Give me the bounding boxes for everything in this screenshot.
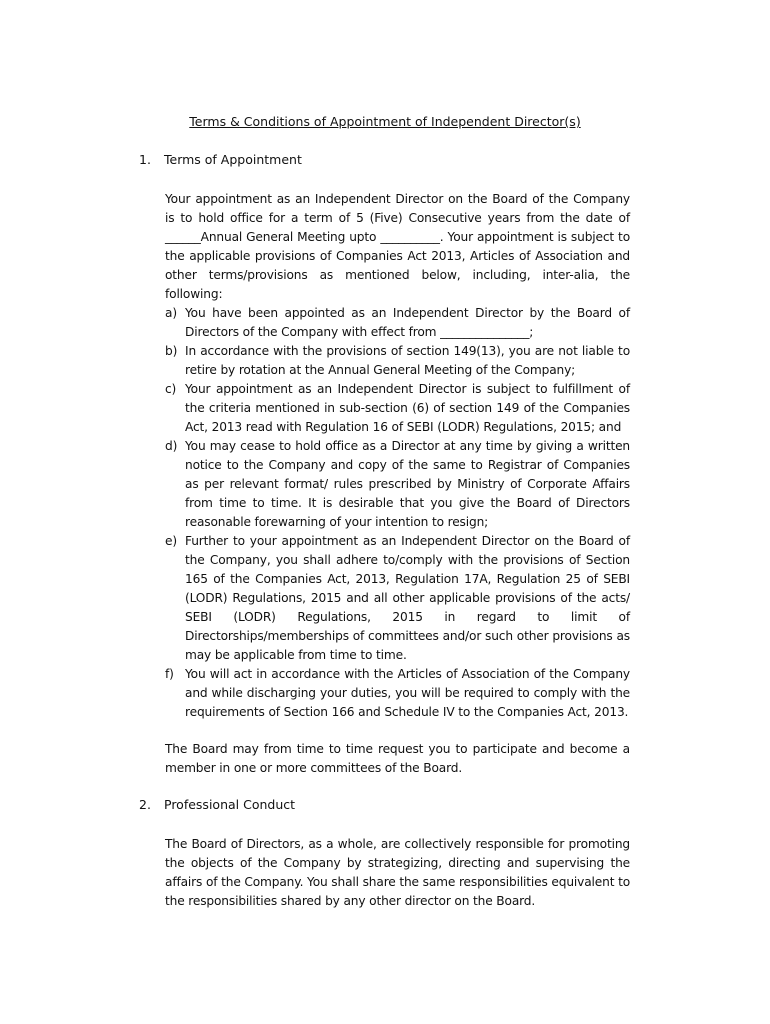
list-item [165, 665, 630, 722]
document-title: Terms & Conditions of Appointment of Independent Director(s) [189, 114, 581, 129]
list-marker: d) [165, 439, 178, 453]
appointment-terms-list [165, 304, 630, 722]
section-title: Professional Conduct [164, 797, 296, 812]
section-2-intro: The Board of Directors, as a whole, are collectively responsible for promoting the objects of the Company by strategizing, directing and supervising the affairs of the Company. You shall share the same responsibilities equivalent to the responsibilities shared by any other director on the Board. [165, 837, 630, 908]
list-item [165, 304, 630, 342]
section-1-closing: The Board may from time to time request you to participate and become a member in one or more committees of the Board. [165, 742, 630, 775]
section-1-heading [139, 152, 302, 167]
list-item-text: Your appointment as an Independent Director is subject to fulfillment of the criteria mentioned in sub-section (6) of section 149 of the Companies Act, 2013 read with Regulation 16 of SEBI (LODR) Regulations, 2015; and [185, 382, 630, 434]
section-number: 1. [139, 152, 151, 167]
section-2-heading [139, 797, 295, 812]
section-title: Terms of Appointment [164, 152, 302, 167]
list-marker: e) [165, 534, 177, 548]
list-item [165, 380, 630, 437]
list-item-text: You have been appointed as an Independent Director by the Board of Directors of the Company with effect from _______________; [185, 306, 630, 339]
list-item-text: Further to your appointment as an Independent Director on the Board of the Company, you shall adhere to/comply with the provisions of Section 165 of the Companies Act, 2013, Regulation 17A, Regulation 25 of SEBI (LODR) Regulations, 2015 and all other applicable provisions of the acts/ SEBI (LODR) Regulations, 2015 in regard to limit of Directorships/memberships of committees and/or such other provisions as may be applicable from time to time. [185, 534, 630, 662]
section-number: 2. [139, 797, 151, 812]
list-item-text: You may cease to hold office as a Director at any time by giving a written notice to the Company and copy of the same to Registrar of Companies as per relevant format/ rules prescribed by Ministry of Corporate Affairs from time to time. It is desirable that you give the Board of Directors reasonable forewarning of your intention to resign; [185, 439, 630, 529]
list-marker: c) [165, 382, 177, 396]
list-item-text: You will act in accordance with the Articles of Association of the Company and while discharging your duties, you will be required to comply with the requirements of Section 166 and Schedule IV to the Companies Act, 2013. [185, 667, 630, 719]
list-marker: f) [165, 667, 174, 681]
list-marker: a) [165, 306, 177, 320]
list-item-text: In accordance with the provisions of section 149(13), you are not liable to retire by rotation at the Annual General Meeting of the Company; [185, 344, 630, 377]
list-marker: b) [165, 344, 178, 358]
list-item [165, 532, 630, 665]
section-1-intro: Your appointment as an Independent Director on the Board of the Company is to hold office for a term of 5 (Five) Consecutive years from the date of ______Annual General Meeting upto __________. Your appointment is subject to the applicable provisions of Companies Act 2013, Articles of Association and other terms/provisions as mentioned below, including, inter-alia, the following: [165, 192, 630, 301]
list-item [165, 437, 630, 532]
list-item [165, 342, 630, 380]
